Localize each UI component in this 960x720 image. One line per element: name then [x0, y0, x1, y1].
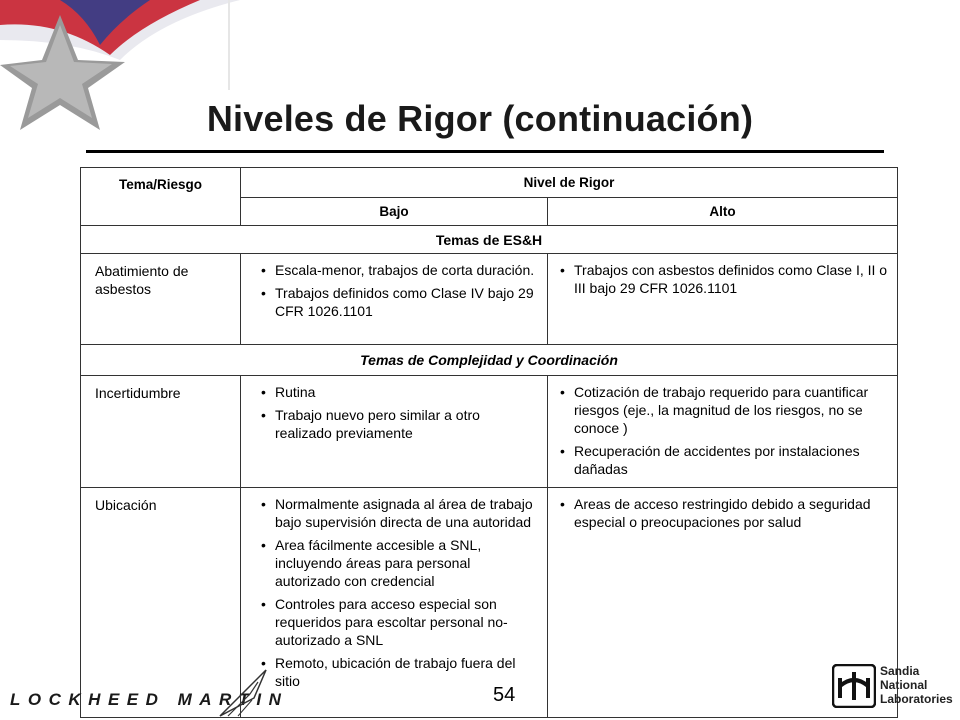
list-item: • Remoto, ubicación de trabajo fuera del sitio	[261, 654, 539, 690]
header-topic: Tema/Riesgo	[81, 168, 241, 226]
header-rigor: Nivel de Rigor	[241, 168, 898, 198]
row-topic: Abatimiento de asbestos	[81, 254, 241, 345]
row-low-cell	[241, 376, 548, 488]
sandia-line: Laboratories	[880, 692, 953, 706]
row-low-cell	[241, 488, 548, 718]
list-item: • Recuperación de accidentes por instalaciones dañadas	[560, 442, 889, 478]
decorative-line	[228, 0, 230, 90]
rigor-table	[80, 167, 898, 718]
sandia-line: National	[880, 678, 928, 692]
section-title-esh: Temas de ES&H	[81, 226, 898, 254]
section-title-complexity: Temas de Complejidad y Coordinación	[81, 345, 898, 376]
table-row	[81, 254, 898, 345]
list-item: • Trabajo nuevo pero similar a otro realizado previamente	[261, 406, 539, 442]
list-item: • Trabajos definidos como Clase IV bajo 29 CFR 1026.1101	[261, 284, 539, 320]
list-item: • Cotización de trabajo requerido para cuantificar riesgos (eje., la magnitud de los riesgos, no se conoce )	[560, 383, 889, 437]
list-item: • Rutina	[261, 383, 539, 401]
row-topic: Ubicación	[81, 488, 241, 718]
list-item: • Area fácilmente accesible a SNL, incluyendo áreas para personal autorizado con credencial	[261, 536, 539, 590]
header-high: Alto	[548, 198, 898, 226]
list-item: • Controles para acceso especial son requeridos para escoltar personal no-autorizado a SNL	[261, 595, 539, 649]
page-number: 54	[493, 684, 516, 706]
list-item: • Areas de acceso restringido debido a seguridad especial o preocupaciones por salud	[560, 495, 889, 531]
list-item: • Trabajos con asbestos definidos como Clase I, II o III bajo 29 CFR 1026.1101	[560, 261, 889, 297]
sandia-logo-icon	[832, 664, 876, 708]
row-topic: Incertidumbre	[81, 376, 241, 488]
slide-title: Niveles de Rigor (continuación)	[206, 98, 754, 139]
sandia-line: Sandia	[880, 664, 920, 678]
table-row	[81, 376, 898, 488]
row-high-cell	[548, 376, 898, 488]
lockheed-martin-logo: LOCKHEED MARTIN	[10, 690, 289, 709]
header-low: Bajo	[241, 198, 548, 226]
lockheed-star-icon	[218, 668, 268, 718]
table-row	[81, 488, 898, 718]
row-high-cell	[548, 254, 898, 345]
row-low-cell	[241, 254, 548, 345]
list-item: • Escala-menor, trabajos de corta duración.	[261, 261, 539, 279]
list-item: • Normalmente asignada al área de trabajo bajo supervisión directa de una autoridad	[261, 495, 539, 531]
title-underline	[86, 150, 884, 153]
sandia-logo-text	[880, 664, 953, 706]
